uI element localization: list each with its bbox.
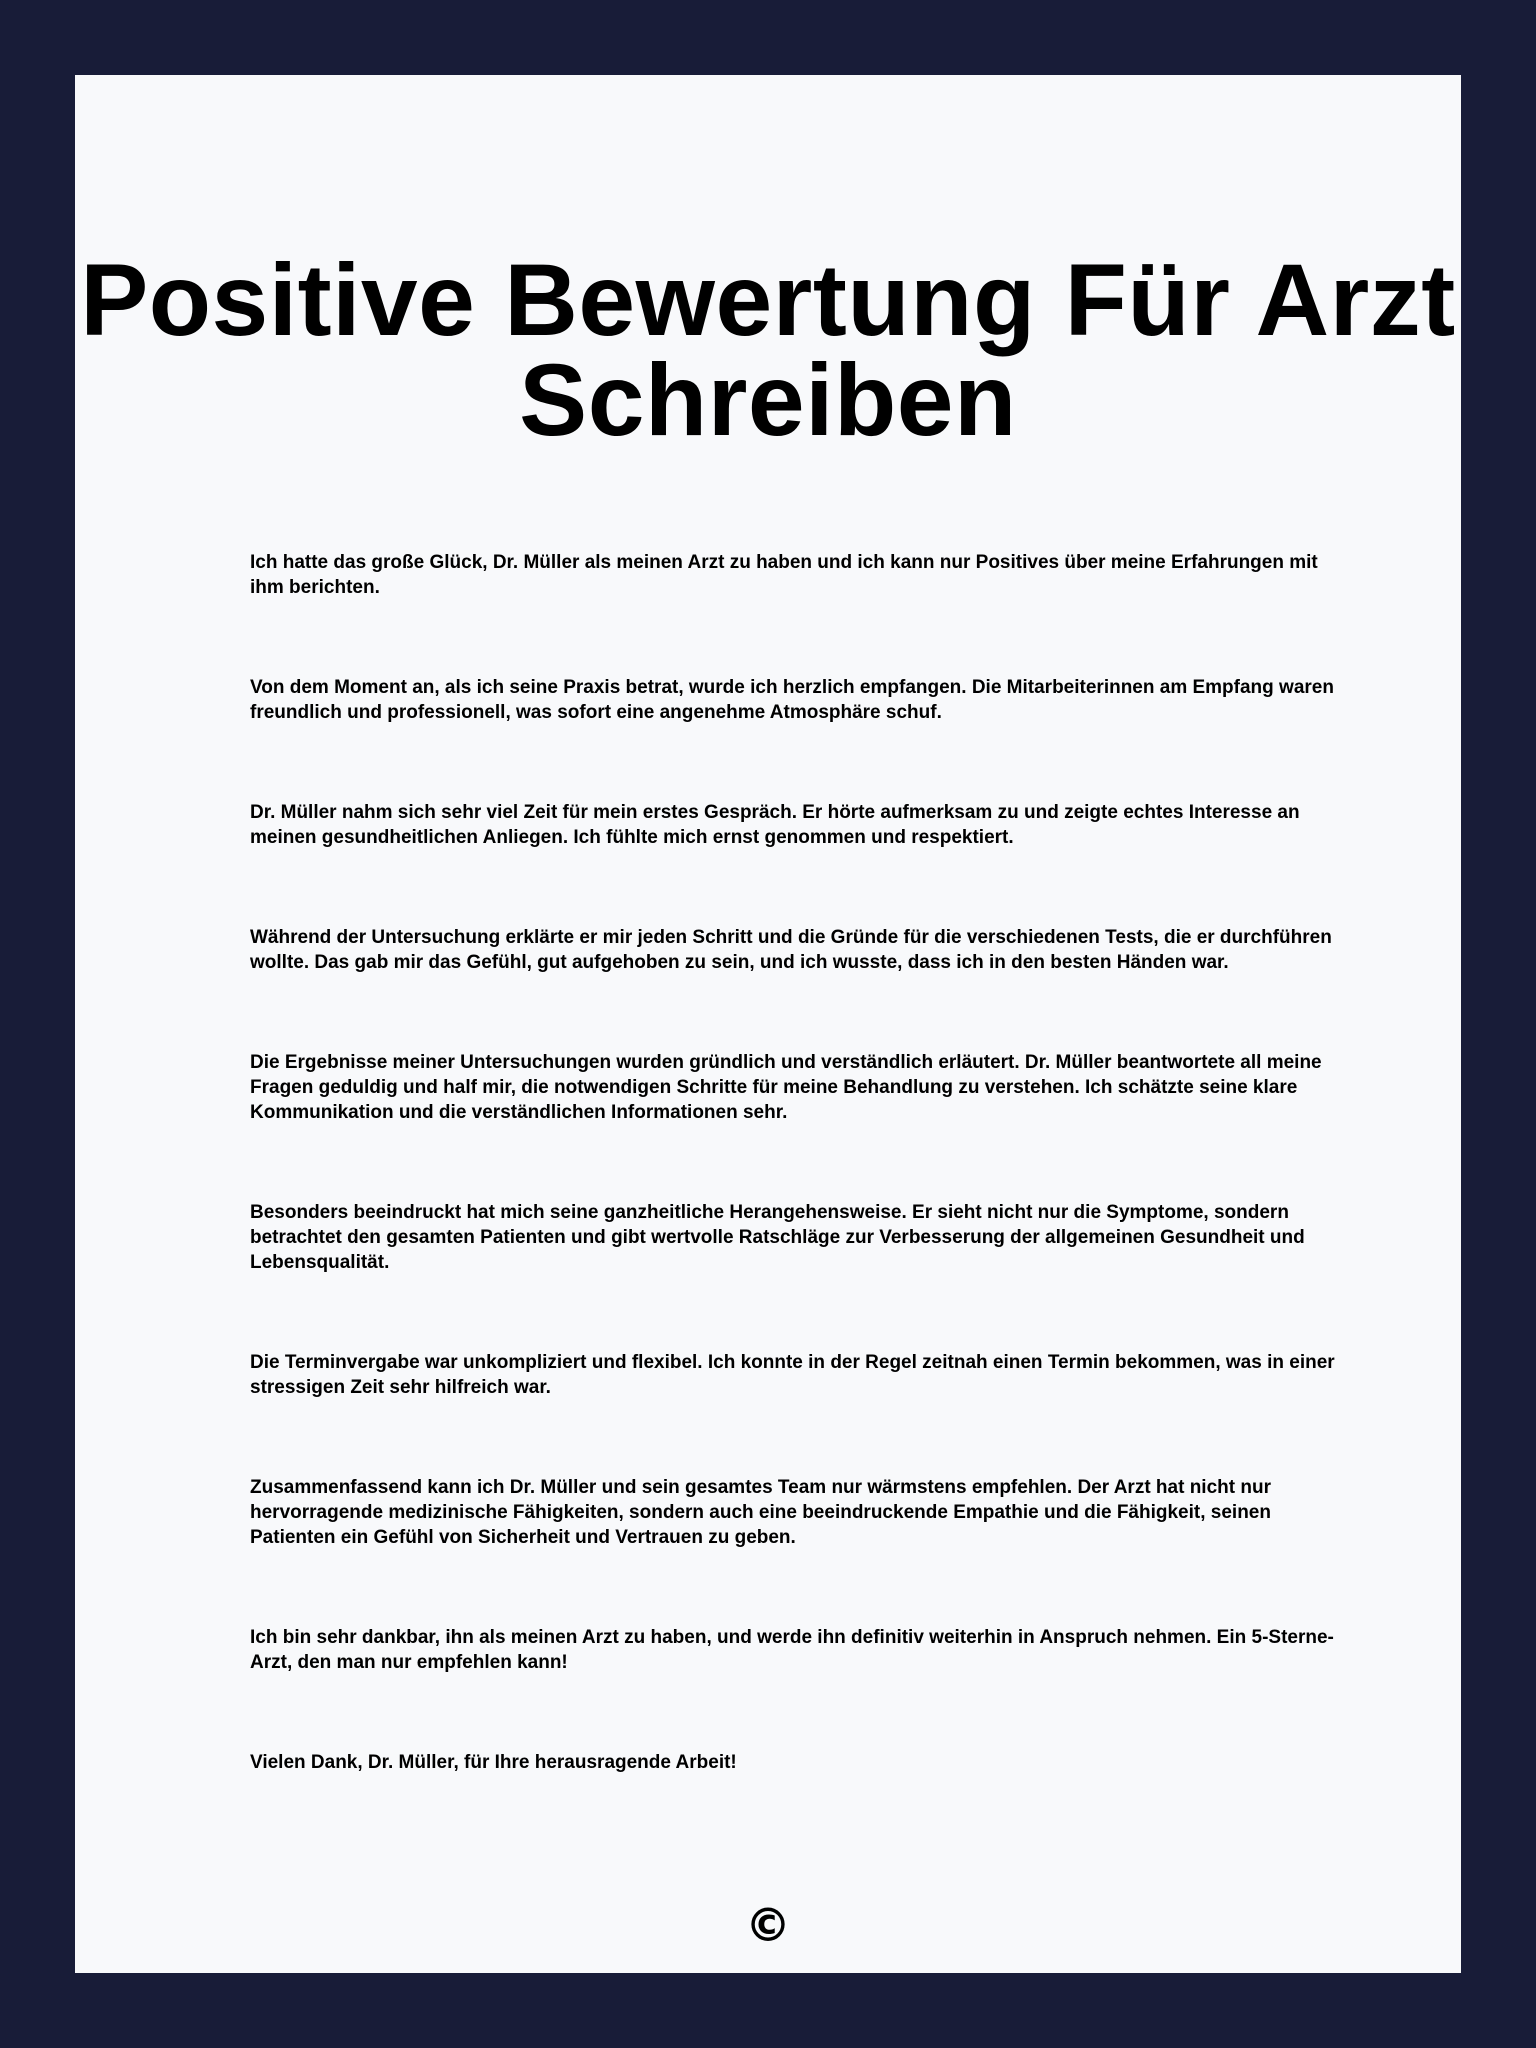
paragraph: Während der Untersuchung erklärte er mir jeden Schritt und die Gründe für die verschiedenen Tests, die er durchführen wollte. Das gab mir das Gefühl, gut aufgehoben zu sein, und ich wusste, dass ich in den besten Händen war. — [250, 927, 1332, 973]
paragraph: Ich bin sehr dankbar, ihn als meinen Arzt zu haben, und werde ihn definitiv weiterhin in Anspruch nehmen. Ein 5-Sterne-Arzt, den man nur empfehlen kann! — [250, 1627, 1334, 1673]
paragraph: Ich hatte das große Glück, Dr. Müller als meinen Arzt zu haben und ich kann nur Positives über meine Erfahrungen mit ihm berichten. — [250, 552, 1318, 598]
paragraph: Zusammenfassend kann ich Dr. Müller und sein gesamtes Team nur wärmstens empfehlen. Der Arzt hat nicht nur hervorragende medizinische Fähigkeiten, sondern auch eine beeindruckende Empathie und die Fähigkeit, seinen Patienten ein Gefühl von Sicherheit und Vertrauen zu geben. — [250, 1477, 1271, 1548]
paragraph: Die Terminvergabe war unkompliziert und flexibel. Ich konnte in der Regel zeitnah einen Termin bekommen, was in einer stressigen Zeit sehr hilfreich war. — [250, 1352, 1335, 1398]
paragraph: Besonders beeindruckt hat mich seine ganzheitliche Herangehensweise. Er sieht nicht nur die Symptome, sondern betrachtet den gesamten Patienten und gibt wertvolle Ratschläge zur Verbesserung der allgemeinen Gesundheit und Lebensqualität. — [250, 1202, 1305, 1273]
paragraph: Dr. Müller nahm sich sehr viel Zeit für mein erstes Gespräch. Er hörte aufmerksam zu und zeigte echtes Interesse an meinen gesundheitlichen Anliegen. Ich fühlte mich ernst genommen und respektiert. — [250, 802, 1300, 848]
document-title: Positive Bewertung Für Arzt Schreiben — [80, 243, 1456, 457]
paragraph: Vielen Dank, Dr. Müller, für Ihre herausragende Arbeit! — [250, 1752, 737, 1773]
paragraph: Die Ergebnisse meiner Untersuchungen wurden gründlich und verständlich erläutert. Dr. Müller beantwortete all meine Fragen geduldig und half mir, die notwendigen Schritte für meine Behandlung zu verstehen. Ich schätzte seine klare Kommunikation und die verständlichen Informationen sehr. — [250, 1052, 1322, 1123]
document-body — [250, 550, 1350, 1850]
document-page — [75, 75, 1461, 1973]
copyright-icon: © — [745, 1898, 791, 1952]
paragraph: Von dem Moment an, als ich seine Praxis betrat, wurde ich herzlich empfangen. Die Mitarbeiterinnen am Empfang waren freundlich und professionell, was sofort eine angenehme Atmosphäre schuf. — [250, 677, 1334, 723]
